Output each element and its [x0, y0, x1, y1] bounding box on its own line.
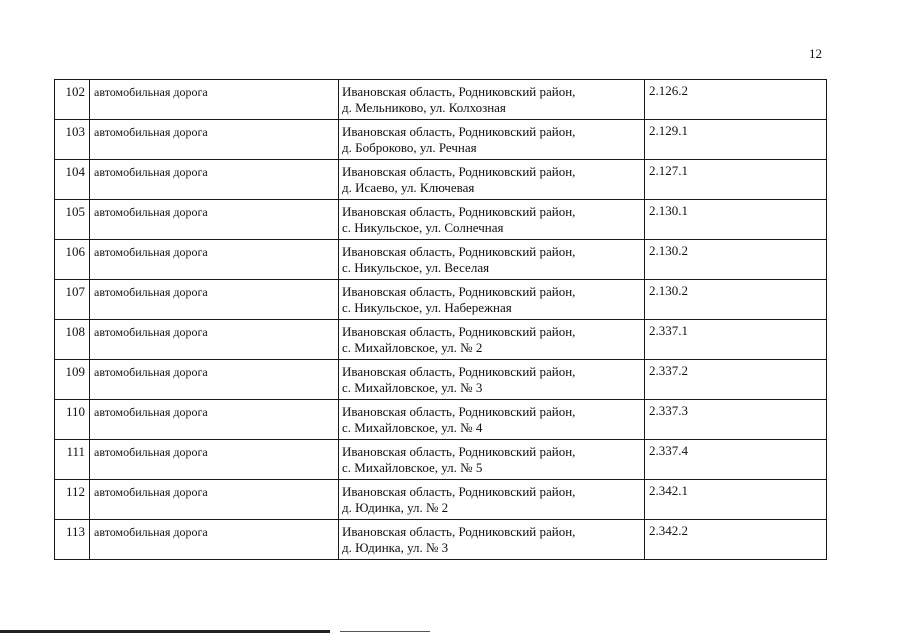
address-line-1: Ивановская область, Родниковский район, [342, 124, 576, 139]
address-cell [339, 360, 645, 400]
object-code: 2.337.3 [649, 403, 688, 418]
row-number: 102 [65, 84, 85, 99]
object-type-cell [90, 280, 339, 320]
code-cell [645, 480, 827, 520]
code-cell [645, 80, 827, 120]
object-type: автомобильная дорога [94, 165, 208, 179]
row-number-cell [55, 400, 90, 440]
object-type: автомобильная дорога [94, 405, 208, 419]
row-number: 113 [65, 524, 85, 539]
row-number: 110 [65, 404, 85, 419]
code-cell [645, 200, 827, 240]
row-number-cell [55, 160, 90, 200]
address-line-1: Ивановская область, Родниковский район, [342, 404, 576, 419]
object-type-cell [90, 320, 339, 360]
address-line-1: Ивановская область, Родниковский район, [342, 364, 576, 379]
row-number-cell [55, 480, 90, 520]
scan-edge-line-faint [340, 631, 430, 632]
code-cell [645, 280, 827, 320]
address-cell [339, 480, 645, 520]
object-type: автомобильная дорога [94, 445, 208, 459]
address-line-2: с. Михайловское, ул. № 5 [342, 460, 483, 475]
object-type-cell [90, 360, 339, 400]
object-code: 2.337.1 [649, 323, 688, 338]
address-line-2: д. Боброково, ул. Речная [342, 140, 477, 155]
row-number: 104 [65, 164, 85, 179]
object-code: 2.130.1 [649, 203, 688, 218]
code-cell [645, 400, 827, 440]
object-code: 2.130.2 [649, 283, 688, 298]
table-row [55, 440, 827, 480]
object-type: автомобильная дорога [94, 285, 208, 299]
object-type: автомобильная дорога [94, 365, 208, 379]
object-code: 2.342.1 [649, 483, 688, 498]
row-number: 109 [65, 364, 85, 379]
object-code: 2.130.2 [649, 243, 688, 258]
table-row [55, 80, 827, 120]
table-row [55, 280, 827, 320]
object-code: 2.337.4 [649, 443, 688, 458]
table-row [55, 480, 827, 520]
address-line-2: д. Исаево, ул. Ключевая [342, 180, 475, 195]
row-number: 108 [65, 324, 85, 339]
address-line-2: с. Никульское, ул. Веселая [342, 260, 490, 275]
table-row [55, 400, 827, 440]
row-number-cell [55, 120, 90, 160]
object-code: 2.127.1 [649, 163, 688, 178]
object-type: автомобильная дорога [94, 205, 208, 219]
address-line-2: д. Мельниково, ул. Колхозная [342, 100, 506, 115]
object-code: 2.129.1 [649, 123, 688, 138]
row-number: 112 [65, 484, 85, 499]
table-row [55, 200, 827, 240]
address-line-1: Ивановская область, Родниковский район, [342, 204, 576, 219]
object-type: автомобильная дорога [94, 525, 208, 539]
code-cell [645, 120, 827, 160]
table-row [55, 360, 827, 400]
row-number-cell [55, 80, 90, 120]
row-number-cell [55, 280, 90, 320]
address-line-1: Ивановская область, Родниковский район, [342, 444, 576, 459]
address-cell [339, 80, 645, 120]
roads-table [54, 79, 827, 560]
object-type-cell [90, 80, 339, 120]
address-cell [339, 520, 645, 560]
code-cell [645, 320, 827, 360]
address-cell [339, 240, 645, 280]
address-line-2: с. Михайловское, ул. № 3 [342, 380, 483, 395]
table-row [55, 160, 827, 200]
row-number: 103 [65, 124, 85, 139]
address-line-2: д. Юдинка, ул. № 2 [342, 500, 449, 515]
table-row [55, 520, 827, 560]
address-line-1: Ивановская область, Родниковский район, [342, 84, 576, 99]
code-cell [645, 360, 827, 400]
table-row [55, 120, 827, 160]
object-type: автомобильная дорога [94, 485, 208, 499]
row-number-cell [55, 200, 90, 240]
address-cell [339, 400, 645, 440]
object-type-cell [90, 440, 339, 480]
address-cell [339, 320, 645, 360]
object-code: 2.126.2 [649, 83, 688, 98]
table-row [55, 240, 827, 280]
address-line-2: с. Михайловское, ул. № 4 [342, 420, 483, 435]
object-type-cell [90, 400, 339, 440]
code-cell [645, 160, 827, 200]
object-type-cell [90, 520, 339, 560]
object-type-cell [90, 120, 339, 160]
object-type: автомобильная дорога [94, 245, 208, 259]
page-number: 12 [809, 46, 822, 61]
address-line-1: Ивановская область, Родниковский район, [342, 484, 576, 499]
address-line-1: Ивановская область, Родниковский район, [342, 164, 576, 179]
object-code: 2.342.2 [649, 523, 688, 538]
row-number: 106 [65, 244, 85, 259]
address-line-1: Ивановская область, Родниковский район, [342, 284, 576, 299]
code-cell [645, 440, 827, 480]
table-row [55, 320, 827, 360]
row-number-cell [55, 360, 90, 400]
address-cell [339, 160, 645, 200]
object-type: автомобильная дорога [94, 325, 208, 339]
object-type: автомобильная дорога [94, 125, 208, 139]
code-cell [645, 520, 827, 560]
row-number-cell [55, 320, 90, 360]
scan-edge-line [0, 630, 330, 633]
address-line-1: Ивановская область, Родниковский район, [342, 244, 576, 259]
address-line-2: д. Юдинка, ул. № 3 [342, 540, 449, 555]
address-line-1: Ивановская область, Родниковский район, [342, 324, 576, 339]
address-line-1: Ивановская область, Родниковский район, [342, 524, 576, 539]
object-code: 2.337.2 [649, 363, 688, 378]
address-cell [339, 200, 645, 240]
roads-table-body [55, 80, 827, 560]
row-number: 107 [65, 284, 85, 299]
object-type-cell [90, 200, 339, 240]
address-line-2: с. Никульское, ул. Солнечная [342, 220, 504, 235]
row-number: 105 [65, 204, 85, 219]
object-type-cell [90, 240, 339, 280]
address-cell [339, 280, 645, 320]
row-number-cell [55, 520, 90, 560]
address-cell [339, 440, 645, 480]
row-number-cell [55, 440, 90, 480]
code-cell [645, 240, 827, 280]
address-line-2: с. Михайловское, ул. № 2 [342, 340, 483, 355]
row-number-cell [55, 240, 90, 280]
row-number: 111 [66, 444, 85, 459]
object-type-cell [90, 480, 339, 520]
address-cell [339, 120, 645, 160]
address-line-2: с. Никульское, ул. Набережная [342, 300, 512, 315]
object-type: автомобильная дорога [94, 85, 208, 99]
object-type-cell [90, 160, 339, 200]
